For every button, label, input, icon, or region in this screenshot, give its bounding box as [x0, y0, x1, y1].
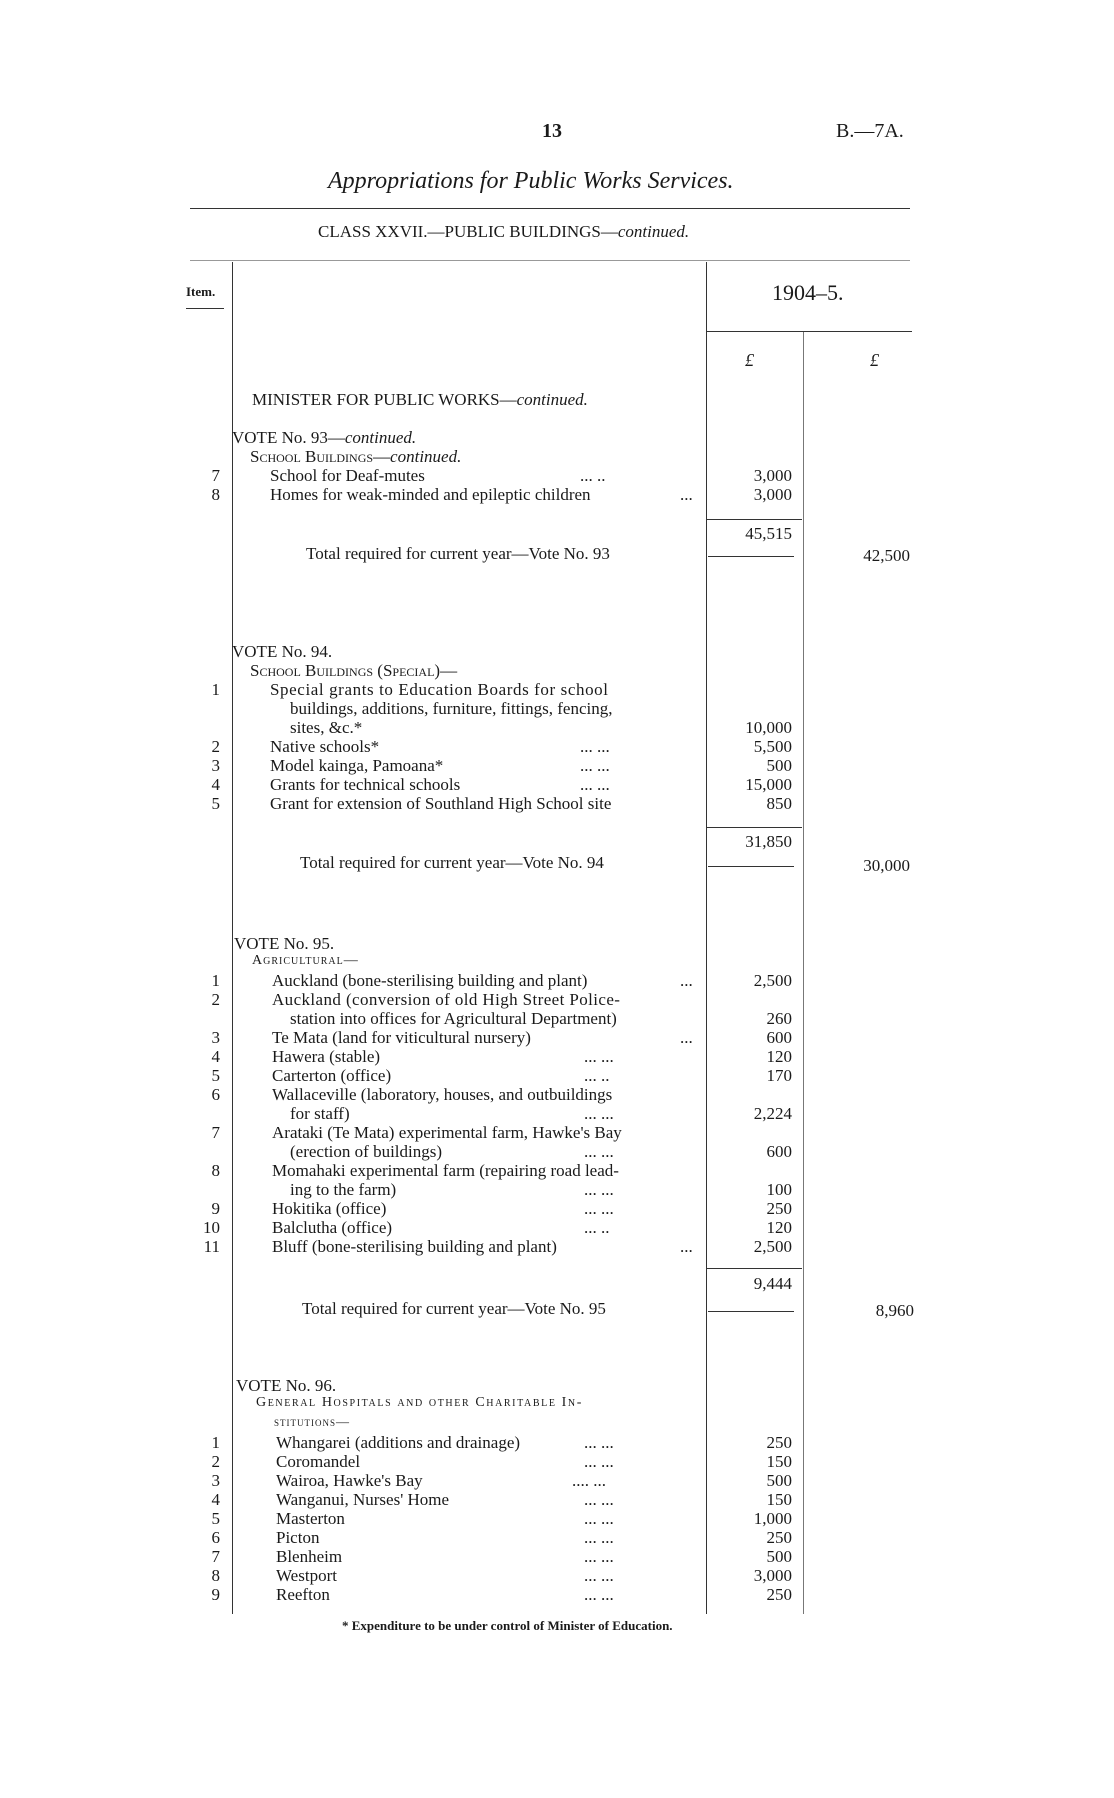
vote94-subtotal-rule: [706, 827, 802, 828]
vote93-title-cont: continued.: [344, 428, 417, 447]
class-title-cont: continued.: [617, 222, 690, 241]
vote93-total-label: Total required for current year—Vote No. 93: [306, 544, 610, 563]
item-text: (erection of buildings): [290, 1142, 443, 1161]
vote96-title: VOTE No. 96.: [236, 1376, 337, 1395]
item-amount: 250: [766, 1585, 792, 1604]
item-dots: ... ..: [584, 1066, 610, 1085]
item-text: School for Deaf-mutes: [270, 466, 425, 485]
vote94-dash: [708, 866, 794, 867]
item-text: Carterton (office): [272, 1066, 392, 1085]
item-number: 4: [211, 1047, 220, 1066]
item-text: Auckland (bone-sterilising building and plant): [272, 971, 588, 990]
item-number: 3: [211, 756, 220, 775]
item-number: 9: [211, 1199, 220, 1218]
item-amount: 250: [766, 1199, 792, 1218]
item-text-line3: sites, &c.*: [290, 718, 363, 737]
item-dots: ... ..: [584, 1218, 610, 1237]
vote93-dash: [708, 556, 794, 557]
item-dots: .... ...: [572, 1471, 606, 1490]
item-text: Momahaki experimental farm (repairing road lead-: [272, 1161, 619, 1180]
item-dots: ... ...: [584, 1490, 614, 1509]
item-text: Arataki (Te Mata) experimental farm, Hawke's Bay: [272, 1123, 622, 1142]
rule-top: [190, 208, 910, 209]
item-text: Te Mata (land for viticultural nursery): [272, 1028, 531, 1047]
item-number: 1: [211, 971, 220, 990]
item-number: 5: [211, 794, 220, 813]
item-amount: 500: [766, 756, 792, 775]
item-text: Coromandel: [276, 1452, 361, 1471]
vote95-total-label: Total required for current year—Vote No. 95: [302, 1299, 606, 1318]
item-dots: ... ...: [584, 1547, 614, 1566]
item-text: Westport: [276, 1566, 337, 1585]
item-dots: ... ...: [584, 1047, 614, 1066]
vote93-title: [232, 428, 416, 448]
vote95-subtotal-rule: [706, 1268, 802, 1269]
item-number: 6: [211, 1528, 220, 1547]
item-text: Homes for weak-minded and epileptic children: [270, 485, 591, 504]
item-number: 2: [211, 990, 220, 1009]
item-number: 4: [211, 1490, 220, 1509]
vote95-dash: [708, 1311, 794, 1312]
item-amount: 3,000: [753, 466, 792, 485]
vote93-sub-main: School Buildings—: [250, 447, 391, 466]
vote96-subheading-line1: General Hospitals and other Charitable In-: [256, 1395, 583, 1410]
section-title-main: MINISTER FOR PUBLIC WORKS—: [252, 390, 517, 409]
item-number: 2: [211, 1452, 220, 1471]
vote93-subtotal-rule: [706, 519, 802, 520]
pound-sign-2: £: [870, 350, 879, 370]
year-header-rule: [706, 331, 912, 332]
item-amount: 250: [766, 1528, 792, 1547]
item-amount: 10,000: [745, 718, 792, 737]
item-text: Wallaceville (laboratory, houses, and outbuildings: [272, 1085, 613, 1104]
item-dots: ...: [680, 1237, 693, 1256]
item-column-header: Item.: [186, 284, 216, 299]
amount-divider: [706, 262, 707, 1614]
item-amount: 2,224: [753, 1104, 792, 1123]
item-dots: ... ...: [584, 1199, 614, 1218]
item-number: 7: [211, 1547, 220, 1566]
item-text-line1: Special grants to Education Boards for school: [270, 680, 609, 699]
item-dots: ... ...: [584, 1509, 614, 1528]
item-number: 10: [203, 1218, 220, 1237]
rule-header: [190, 260, 910, 261]
item-amount: 120: [766, 1218, 792, 1237]
item-number: 1: [211, 680, 220, 699]
amount-divider-2: [803, 332, 804, 1614]
page-title: Appropriations for Public Works Services.: [328, 168, 734, 194]
item-number: 9: [211, 1585, 220, 1604]
vote94-title: VOTE No. 94.: [232, 642, 333, 661]
item-text: ing to the farm): [290, 1180, 397, 1199]
item-amount: 850: [766, 794, 792, 813]
item-text: station into offices for Agricultural Department): [290, 1009, 617, 1028]
item-amount: 15,000: [745, 775, 792, 794]
item-text: Bluff (bone-sterilising building and plant): [272, 1237, 557, 1256]
item-amount: 120: [766, 1047, 792, 1066]
item-dots: ... ...: [580, 737, 610, 756]
item-dots: ... ...: [580, 775, 610, 794]
item-dots: ... ...: [584, 1104, 614, 1123]
item-dots: ... ..: [580, 466, 606, 485]
item-number: 4: [211, 775, 220, 794]
item-text: Native schools*: [270, 737, 380, 756]
item-number: 2: [211, 737, 220, 756]
item-dots: ... ...: [584, 1528, 614, 1547]
vote93-subheading: [250, 447, 461, 467]
item-number: 3: [211, 1028, 220, 1047]
item-text: Wanganui, Nurses' Home: [276, 1490, 450, 1509]
item-number: 8: [211, 485, 220, 504]
item-amount: 3,000: [753, 1566, 792, 1585]
pound-sign-1: £: [745, 350, 754, 370]
vote95-total: 8,960: [875, 1301, 914, 1320]
section-title: [252, 390, 588, 410]
class-title-main: CLASS XXVII.—PUBLIC BUILDINGS—: [318, 222, 618, 241]
item-text: Auckland (conversion of old High Street Police-: [272, 990, 621, 1009]
item-header-rule: [186, 308, 224, 309]
item-amount: 3,000: [753, 485, 792, 504]
document-ref: B.—7A.: [836, 120, 904, 142]
item-divider: [232, 262, 233, 1614]
item-amount: 150: [766, 1452, 792, 1471]
item-amount: 2,500: [753, 1237, 792, 1256]
item-number: 6: [211, 1085, 220, 1104]
vote95-subheading: Agricultural—: [252, 953, 359, 968]
item-number: 3: [211, 1471, 220, 1490]
item-amount: 600: [766, 1142, 792, 1161]
item-amount: 1,000: [753, 1509, 792, 1528]
item-amount: 600: [766, 1028, 792, 1047]
item-text: Hokitika (office): [272, 1199, 387, 1218]
vote93-subtotal: 45,515: [745, 524, 792, 543]
vote96-subheading-line2: stitutions—: [274, 1414, 350, 1429]
vote95-title: VOTE No. 95.: [234, 934, 335, 953]
section-title-cont: continued.: [516, 390, 588, 409]
item-amount: 2,500: [753, 971, 792, 990]
item-dots: ... ...: [584, 1180, 614, 1199]
item-amount: 170: [766, 1066, 792, 1085]
item-dots: ... ...: [584, 1585, 614, 1604]
item-text-line2: buildings, additions, furniture, fittings, fencing,: [290, 699, 613, 718]
item-number: 5: [211, 1066, 220, 1085]
class-title: [318, 222, 689, 242]
item-dots: ... ...: [584, 1142, 614, 1161]
item-number: 8: [211, 1566, 220, 1585]
item-text: Picton: [276, 1528, 320, 1547]
item-number: 7: [211, 466, 220, 485]
vote94-subtotal: 31,850: [745, 832, 792, 851]
vote93-sub-cont: continued.: [390, 447, 462, 466]
vote93-total: 42,500: [863, 546, 910, 565]
item-amount: 5,500: [753, 737, 792, 756]
item-dots: ... ...: [584, 1566, 614, 1585]
item-dots: ...: [680, 1028, 693, 1047]
item-amount: 250: [766, 1433, 792, 1452]
vote94-total: 30,000: [863, 856, 910, 875]
item-text: Model kainga, Pamoana*: [270, 756, 444, 775]
item-amount: 500: [766, 1471, 792, 1490]
item-number: 5: [211, 1509, 220, 1528]
item-amount: 150: [766, 1490, 792, 1509]
item-text: Reefton: [276, 1585, 330, 1604]
item-number: 1: [211, 1433, 220, 1452]
item-amount: 100: [766, 1180, 792, 1199]
vote94-total-label: Total required for current year—Vote No. 94: [300, 853, 604, 872]
item-number: 8: [211, 1161, 220, 1180]
item-dots: ... ...: [584, 1452, 614, 1471]
item-dots: ...: [680, 485, 693, 504]
item-text: Balclutha (office): [272, 1218, 393, 1237]
item-amount: 500: [766, 1547, 792, 1566]
item-text: Whangarei (additions and drainage): [276, 1433, 521, 1452]
item-text: Hawera (stable): [272, 1047, 381, 1066]
item-amount: 260: [766, 1009, 792, 1028]
item-text: Grants for technical schools: [270, 775, 461, 794]
item-dots: ... ...: [580, 756, 610, 775]
item-text: Grant for extension of Southland High School site: [270, 794, 612, 813]
item-number: 7: [211, 1123, 220, 1142]
item-text: Wairoa, Hawke's Bay: [276, 1471, 423, 1490]
item-text: Masterton: [276, 1509, 345, 1528]
item-dots: ...: [680, 971, 693, 990]
item-number: 11: [203, 1237, 220, 1256]
vote95-subtotal: 9,444: [753, 1274, 792, 1293]
vote94-subheading: School Buildings (Special)—: [250, 661, 458, 680]
footnote: * Expenditure to be under control of Minister of Education.: [342, 1618, 673, 1633]
item-text: for staff): [290, 1104, 350, 1123]
vote93-title-main: VOTE No. 93—: [232, 428, 345, 447]
item-dots: ... ...: [584, 1433, 614, 1452]
item-text: Blenheim: [276, 1547, 343, 1566]
year-column-header: 1904–5.: [772, 280, 844, 305]
page-number: 13: [542, 120, 562, 142]
